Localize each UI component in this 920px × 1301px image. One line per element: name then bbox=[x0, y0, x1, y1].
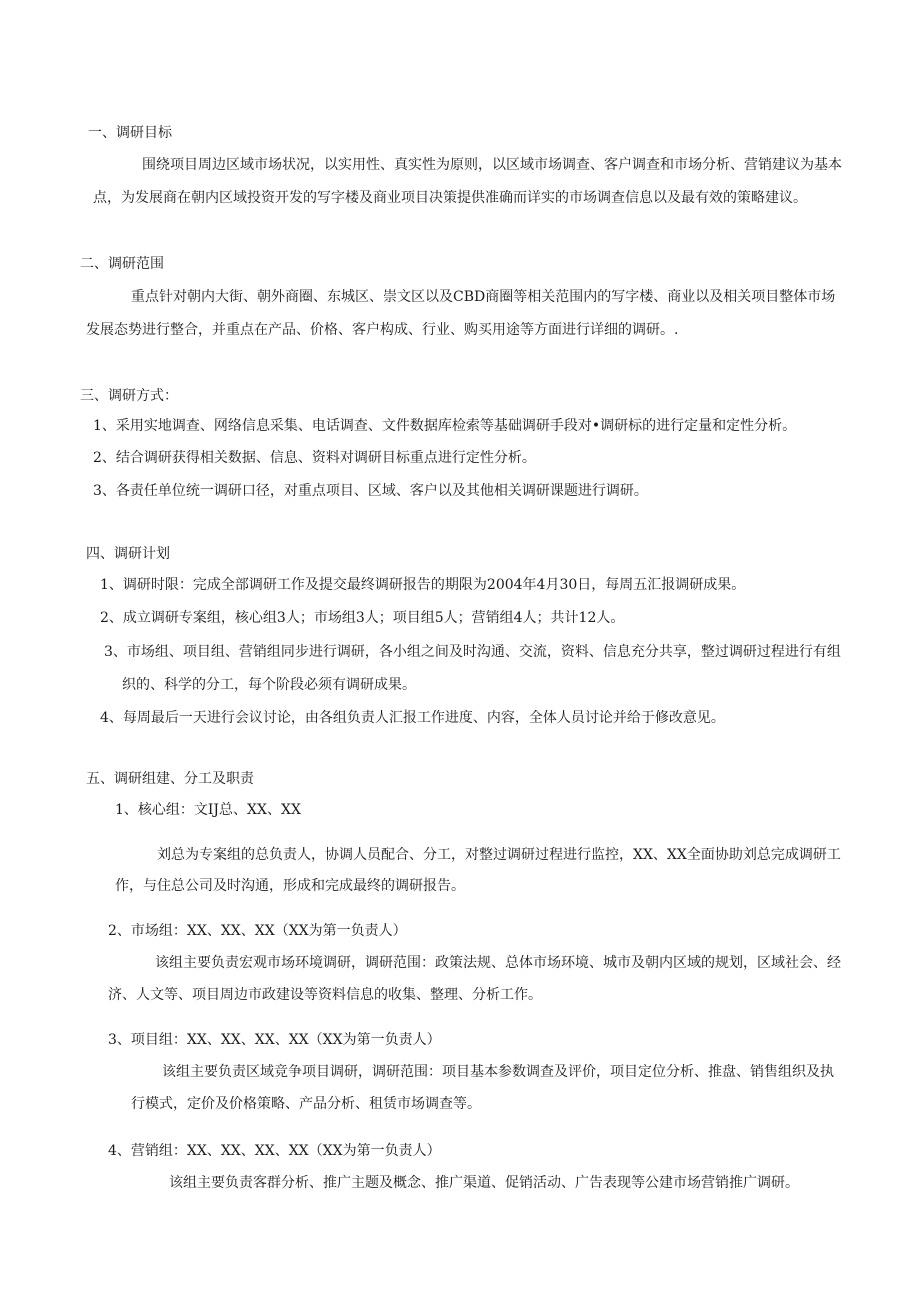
section-heading-method: 三、调研方式： bbox=[80, 387, 178, 403]
paragraph-line: 重点针对朝内大街、朝外商圈、东城区、崇文区以及CBD商圈等相关范围内的写字楼、商业以及相关项目整体市场 bbox=[131, 289, 836, 305]
paragraph-line: 济、人文等、项目周边市政建设等资料信息的收集、整理、分析工作。 bbox=[108, 987, 542, 1003]
list-item: 2、成立调研专案组，核心组3人；市场组3人；项目组5人；营销组4人；共计12人。 bbox=[100, 610, 625, 626]
paragraph-line: 行模式，定价及价格策略、产品分析、租赁市场调查等。 bbox=[131, 1096, 481, 1112]
group-title-market: 2、市场组：XX、XX、XX（XX为第一负责人） bbox=[108, 923, 407, 939]
paragraph-line: 作，与住总公司及时沟通，形成和完成最终的调研报告。 bbox=[115, 878, 465, 894]
paragraph-line: 发展态势进行整合，并重点在产品、价格、客户构成、行业、购买用途等方面进行详细的调研。. bbox=[86, 322, 679, 338]
section-heading-plan: 四、调研计划 bbox=[86, 545, 170, 561]
group-title-marketing: 4、营销组：XX、XX、XX、XX（XX为第一负责人） bbox=[108, 1143, 441, 1159]
list-item: 4、每周最后一天进行会议讨论，由各组负责人汇报工作进度、内容，全体人员讨论并给于修改意见。 bbox=[100, 710, 725, 726]
list-item: 3、市场组、项目组、营销组同步进行调研，各小组之间及时沟通、交流，资料、信息充分共享，整过调研过程进行有组 bbox=[104, 644, 841, 660]
list-item: 1、采用实地调查、网络信息采集、电话调查、文件数据库检索等基础调研手段对•调研标的进行定量和定性分析。 bbox=[93, 418, 797, 434]
list-item-continuation: 织的、科学的分工，每个阶段必须有调研成果。 bbox=[122, 677, 416, 693]
paragraph-line: 该组主要负责宏观市场环境调研，调研范围：政策法规、总体市场环境、城市及朝内区域的规划，区域社会、经 bbox=[155, 955, 841, 971]
list-item: 2、结合调研获得相关数据、信息、资料对调研目标重点进行定性分析。 bbox=[93, 450, 536, 466]
list-item: 1、调研时限：完成全部调研工作及提交最终调研报告的期限为2004年4月30日，每周五汇报调研成果。 bbox=[100, 577, 746, 593]
paragraph-line: 点，为发展商在朝内区域投资开发的写字楼及商业项目决策提供准确而详实的市场调查信息以及最有效的策略建议。 bbox=[93, 190, 807, 206]
section-heading-goal: 一、调研目标 bbox=[88, 124, 172, 140]
section-heading-organization: 五、调研组建、分工及职责 bbox=[86, 770, 254, 786]
paragraph-line: 刘总为专案组的总负责人，协调人员配合、分工，对整过调研过程进行监控，XX、XX全面协助刘总完成调研工 bbox=[157, 847, 841, 863]
paragraph-line: 该组主要负责区域竞争项目调研，调研范围：项目基本参数调查及评价，项目定位分析、推盘、销售组织及执 bbox=[162, 1064, 834, 1080]
section-heading-scope: 二、调研范围 bbox=[80, 255, 164, 271]
group-title-project: 3、项目组：XX、XX、XX、XX（XX为第一负责人） bbox=[108, 1032, 441, 1048]
paragraph-line: 该组主要负责客群分析、推广主题及概念、推广渠道、促销活动、广告表现等公建市场营销推广调研。 bbox=[169, 1175, 799, 1191]
group-title-core: 1、核心组：文IJ总、XX、XX bbox=[115, 802, 301, 818]
paragraph-line: 围绕项目周边区域市场状况，以实用性、真实性为原则，以区域市场调查、客户调查和市场分析、营销建议为基本 bbox=[142, 157, 842, 173]
list-item: 3、各责任单位统一调研口径，对重点项目、区域、客户以及其他相关调研课题进行调研。 bbox=[93, 483, 648, 499]
